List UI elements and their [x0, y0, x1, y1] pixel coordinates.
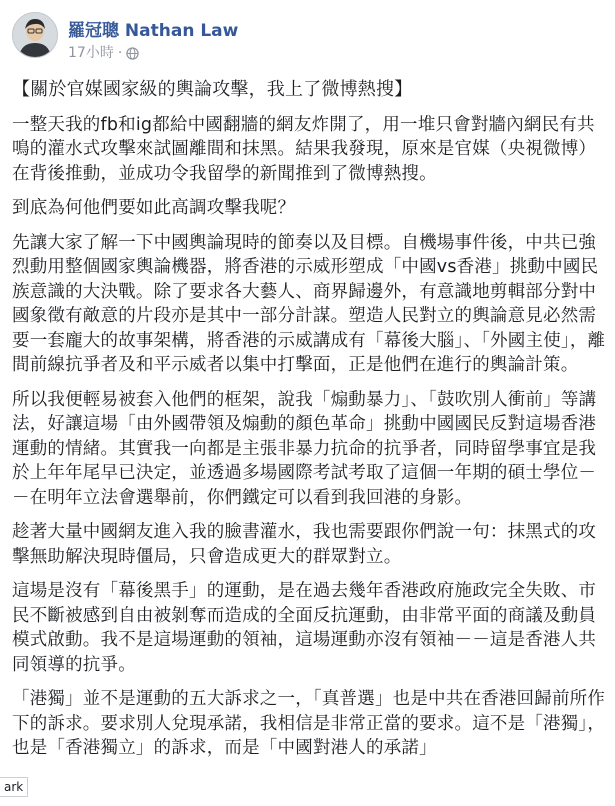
post-body [12, 78, 608, 771]
post-meta [68, 42, 139, 64]
post-paragraph: 所以我便輕易被套入他們的框架，說我「煽動暴力」、「鼓吹別人衝前」等講法，好讓這場「由外國帶領及煽動的顏色革命」挑動中國國民反對這場香港運動的情緒。其實我一向都是主張非暴力抗命的抗爭者，同時留學事宜是我於上年年尾早已決定，並透過多場國際考試考取了這個一年期的碩士學位－－在明年立法會選舉前，你們鐵定可以看到我回港的身影。 [12, 389, 597, 508]
author-avatar[interactable] [12, 12, 58, 58]
globe-icon[interactable] [126, 47, 139, 64]
avatar-photo-icon [13, 13, 57, 57]
meta-separator: · [117, 45, 123, 61]
side-tab-label[interactable]: ark [0, 777, 28, 797]
post-paragraph: 這場是沒有「幕後黑手」的運動，是在過去幾年香港政府施政完全失敗、市民不斷被感到自由被剝奪而造成的全面反抗運動，由非常平面的商議及動員模式啟動。我不是這場運動的領袖，這場運動亦沒有領袖－－這是香港人共同領導的抗爭。 [12, 581, 597, 675]
post-header [12, 10, 602, 66]
post-title: 【關於官媒國家級的輿論攻擊，我上了微博熱搜】 [12, 79, 413, 100]
post-paragraph: 到底為何他們要如此高調攻擊我呢？ [12, 198, 296, 218]
post-paragraph: 一整天我的fb和ig都給中國翻牆的網友炸開了，用一堆只會對牆內網民有共鳴的灌水式攻擊來試圖離間和抹黑。結果我發現，原來是官媒（央視微博）在背後推動，並成功令我留學的新聞推到了微博熱搜。 [12, 114, 597, 184]
post-paragraph: 先讓大家了解一下中國輿論現時的節奏以及目標。自機場事件後，中共已強烈動用整個國家輿論機器，將香港的示威形塑成「中國vs香港」挑動中國民族意識的大決戰。除了要求各大藝人、商界歸邊外，有意識地剪輯部分對中國象徵有敵意的片段亦是其中一部分計謀。塑造人民對立的輿論意見必然需要一套龐大的故事架構，將香港的示威講成有「幕後大腦」、「外國主使」，離間前線抗爭者及和平示威者以集中打擊面，正是他們在進行的輿論計策。 [12, 232, 606, 375]
post-paragraph: 「港獨」並不是運動的五大訴求之一，「真普選」也是中共在香港回歸前所作下的訴求。要求別人兌現承諾，我相信是非常正當的要求。這不是「港獨」，也是「香港獨立」的訴求，而是「中國對港人的承諾」 [12, 689, 606, 758]
post-paragraph: 趁著大量中國網友進入我的臉書灌水，我也需要跟你們說一句：抹黑式的攻擊無助解決現時僵局，只會造成更大的群眾對立。 [12, 522, 597, 567]
author-name[interactable]: 羅冠聰 Nathan Law [68, 21, 239, 41]
post-timestamp[interactable]: 17小時 [68, 45, 114, 61]
